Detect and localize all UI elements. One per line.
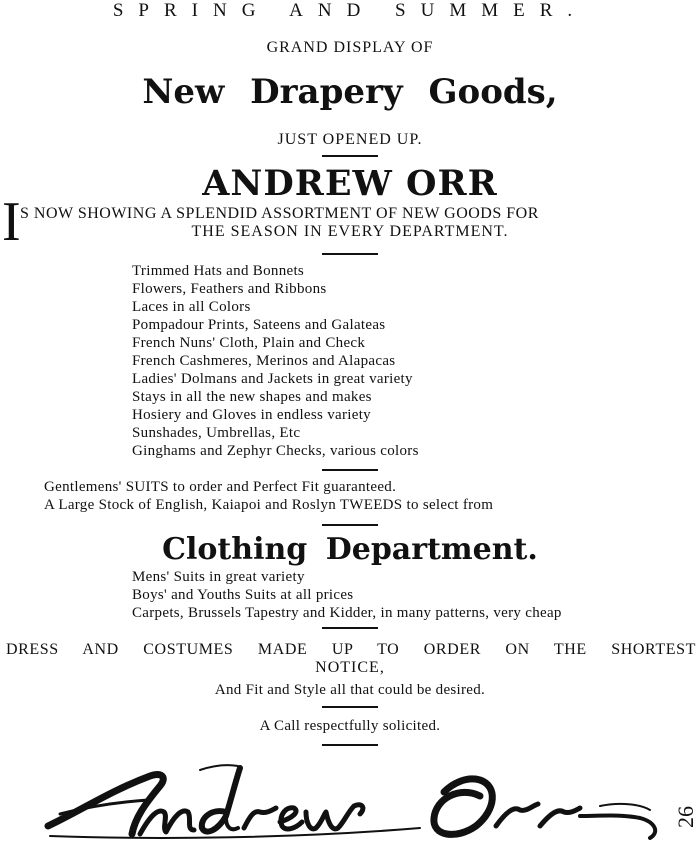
handwritten-signature (40, 756, 680, 843)
list-item: Boys' and Youths Suits at all prices (132, 587, 354, 603)
divider-rule-3 (322, 469, 378, 471)
intro-line-2: THE SEASON IN EVERY DEPARTMENT. (191, 223, 509, 240)
clothing-department-heading: Clothing Department. (162, 532, 538, 567)
divider-rule-7 (322, 744, 378, 746)
list-item: Carpets, Brussels Tapestry and Kidder, in many patterns, very cheap (132, 605, 562, 621)
list-item: Trimmed Hats and Bonnets (132, 263, 305, 279)
tweeds-stock-line: A Large Stock of English, Kaiapoi and Roslyn TWEEDS to select from (44, 497, 494, 513)
list-item: French Cashmeres, Merinos and Alapacas (132, 353, 396, 369)
list-item: Mens' Suits in great variety (132, 569, 305, 585)
divider-rule-5 (322, 627, 378, 629)
divider-rule-6 (322, 706, 378, 708)
clothing-items-list (132, 568, 562, 622)
page-number: 26 (673, 806, 698, 828)
divider-rule-1 (322, 155, 378, 157)
list-item: Ladies' Dolmans and Jackets in great variety (132, 371, 413, 387)
drapery-goods-headline: New Drapery Goods, (142, 72, 558, 112)
drapery-items-list (132, 262, 419, 460)
just-opened-line: JUST OPENED UP. (277, 131, 423, 148)
list-item: Ginghams and Zephyr Checks, various colors (132, 443, 419, 459)
fit-and-style-line: And Fit and Style all that could be desired. (214, 682, 486, 698)
dress-costumes-line: DRESS AND COSTUMES MADE UP TO ORDER ON THE SHORTEST (6, 641, 696, 658)
divider-rule-4 (322, 524, 378, 526)
gentlemens-suits-line: Gentlemens' SUITS to order and Perfect Fit guaranteed. (44, 479, 397, 495)
divider-rule-2 (322, 253, 378, 255)
dress-costumes-notice: NOTICE, (315, 659, 385, 676)
list-item: Hosiery and Gloves in endless variety (132, 407, 371, 423)
list-item: Laces in all Colors (132, 299, 251, 315)
list-item: French Nuns' Cloth, Plain and Check (132, 335, 366, 351)
intro-line-1: S NOW SHOWING A SPLENDID ASSORTMENT OF NEW GOODS FOR (20, 205, 539, 222)
season-heading: SPRING AND SUMMER. (112, 0, 588, 21)
list-item: Pompadour Prints, Sateens and Galateas (132, 317, 386, 333)
call-solicited-line: A Call respectfully solicited. (259, 718, 441, 734)
drop-cap-letter: I (2, 191, 21, 253)
list-item: Stays in all the new shapes and makes (132, 389, 372, 405)
list-item: Sunshades, Umbrellas, Etc (132, 425, 301, 441)
merchant-name: ANDREW ORR (202, 163, 498, 204)
grand-display-subtitle: GRAND DISPLAY OF (266, 39, 434, 56)
list-item: Flowers, Feathers and Ribbons (132, 281, 327, 297)
